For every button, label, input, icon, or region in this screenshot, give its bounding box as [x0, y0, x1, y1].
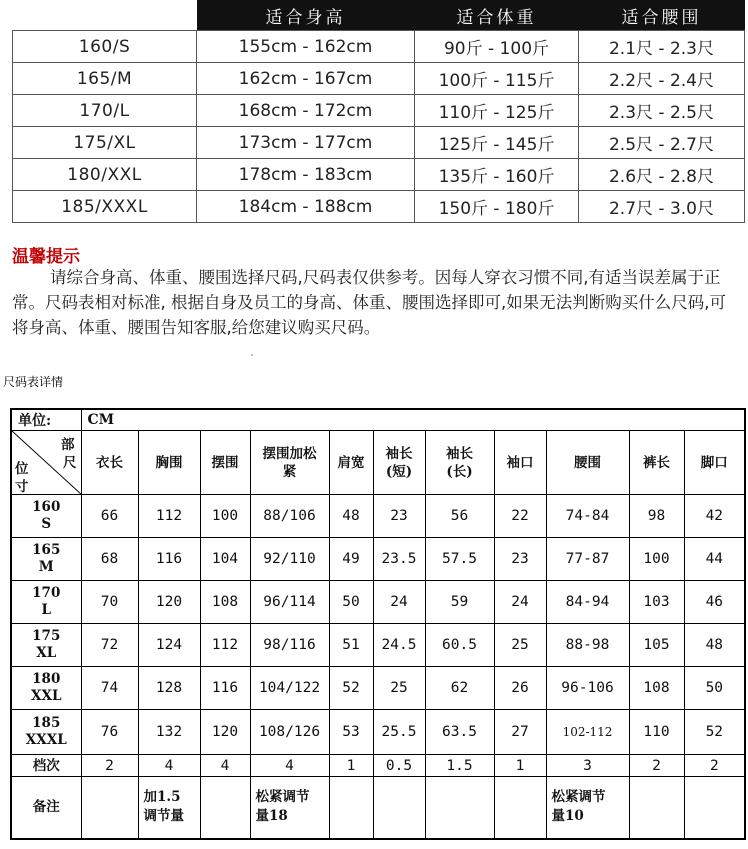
measurement-cell: 25: [373, 667, 425, 710]
measurement-cell: 96-106: [546, 667, 629, 710]
column-header-text: 袖长: [446, 445, 473, 462]
measurement-cell: 74-84: [546, 495, 629, 538]
column-header: [494, 431, 546, 495]
height-range: 155cm - 162cm: [197, 31, 415, 63]
size-label: [11, 495, 81, 538]
measurement-cell: 84-94: [546, 581, 629, 624]
header-waist: 适合腰围: [579, 0, 745, 31]
size-number: 170: [32, 585, 61, 601]
measurement-cell: 112: [138, 495, 200, 538]
measurement-cell: 74: [81, 667, 138, 710]
column-header: [629, 431, 684, 495]
measurement-cell: 102-112: [546, 710, 629, 755]
size-row: [11, 495, 745, 538]
measurement-cell: 62: [425, 667, 494, 710]
size-guide-row: [13, 31, 745, 63]
waist-range: 2.6尺 - 2.8尺: [579, 159, 745, 191]
measurement-cell: 70: [81, 581, 138, 624]
corner-wei: 位: [15, 461, 29, 477]
grade-cell: 1: [329, 755, 373, 777]
remark-row: [11, 777, 745, 839]
size-guide-corner: [13, 0, 197, 31]
column-header-text: 袖口: [506, 454, 534, 471]
grade-cell: 2: [684, 755, 745, 777]
size-number: 180: [32, 671, 61, 687]
measurement-cell: 57.5: [425, 538, 494, 581]
column-header: [425, 431, 494, 495]
measurement-cell: 112: [200, 624, 250, 667]
remark-text: 加1.5: [143, 789, 181, 806]
size-detail-table: [10, 408, 746, 840]
remark-cell: [684, 777, 745, 839]
size-label: 185/XXXL: [13, 191, 197, 223]
header-height: 适合身高: [197, 0, 415, 31]
column-header-text: 裤长: [643, 454, 670, 471]
size-code: XL: [36, 645, 57, 661]
remark-label: 备注: [11, 777, 81, 839]
measurement-cell: 104/122: [250, 667, 329, 710]
measurement-cell: 105: [629, 624, 684, 667]
height-range: 173cm - 177cm: [197, 127, 415, 159]
measurement-cell: 46: [684, 581, 745, 624]
column-header: [329, 431, 373, 495]
height-range: 178cm - 183cm: [197, 159, 415, 191]
waist-range: 2.1尺 - 2.3尺: [579, 31, 745, 63]
measurement-cell: 108/126: [250, 710, 329, 755]
measurement-cell: 63.5: [425, 710, 494, 755]
size-code: XXL: [31, 688, 62, 704]
height-range: 184cm - 188cm: [197, 191, 415, 223]
remark-cell: [81, 777, 138, 839]
size-label: [11, 581, 81, 624]
remark-cell: [546, 777, 629, 839]
measurement-cell: 88-98: [546, 624, 629, 667]
measurement-cell: 116: [138, 538, 200, 581]
grade-cell: 1.5: [425, 755, 494, 777]
remark-cell: [200, 777, 250, 839]
weight-range: 100斤 - 115斤: [415, 63, 579, 95]
size-label: [11, 710, 81, 755]
remark-cell: [494, 777, 546, 839]
measurement-cell: 100: [200, 495, 250, 538]
unit-row: [11, 409, 745, 431]
size-guide-row: [13, 159, 745, 191]
measurement-cell: 68: [81, 538, 138, 581]
divider-dot: [251, 354, 253, 356]
size-row: [11, 581, 745, 624]
measurement-cell: 128: [138, 667, 200, 710]
waist-range: 2.5尺 - 2.7尺: [579, 127, 745, 159]
remark-text: 调节量: [143, 808, 184, 825]
header-weight: 适合体重: [415, 0, 579, 31]
tips-body: [12, 265, 740, 340]
column-header-text: 腰围: [574, 454, 601, 471]
column-header-text: 紧: [282, 463, 297, 480]
measurement-cell: 108: [629, 667, 684, 710]
size-row: [11, 624, 745, 667]
size-number: 165: [32, 542, 61, 558]
size-label: [11, 624, 81, 667]
column-header-text: 衣长: [96, 454, 123, 471]
size-code: S: [41, 516, 52, 532]
corner-cun: 寸: [15, 479, 29, 495]
measurement-cell: 116: [200, 667, 250, 710]
measurement-cell: 72: [81, 624, 138, 667]
unit-value: CM: [81, 409, 745, 431]
size-guide-row: [13, 191, 745, 223]
waist-range: 2.3尺 - 2.5尺: [579, 95, 745, 127]
measurement-cell: 100: [629, 538, 684, 581]
remark-cell: [425, 777, 494, 839]
measurement-cell: 98/116: [250, 624, 329, 667]
size-number: 160: [32, 499, 61, 515]
grade-cell: 2: [629, 755, 684, 777]
remark-text: 量18: [255, 808, 288, 825]
measurement-cell: 53: [329, 710, 373, 755]
measurement-cell: 52: [329, 667, 373, 710]
measurement-cell: 66: [81, 495, 138, 538]
column-header: [546, 431, 629, 495]
measurement-cell: 96/114: [250, 581, 329, 624]
height-range: 162cm - 167cm: [197, 63, 415, 95]
measurement-cell: 49: [329, 538, 373, 581]
measurement-cell: 104: [200, 538, 250, 581]
column-header-text: (短): [385, 463, 413, 480]
column-header-text: (长): [446, 463, 473, 480]
size-guide-row: [13, 95, 745, 127]
grade-cell: 1: [494, 755, 546, 777]
size-guide-row: [13, 127, 745, 159]
grade-cell: 4: [138, 755, 200, 777]
corner-chi: 尺: [63, 455, 77, 471]
remark-cell: [250, 777, 329, 839]
measurement-cell: 59: [425, 581, 494, 624]
measurement-cell: 88/106: [250, 495, 329, 538]
size-label: [11, 667, 81, 710]
measurement-cell: 48: [329, 495, 373, 538]
measurement-cell: 120: [200, 710, 250, 755]
measurement-cell: 24: [373, 581, 425, 624]
size-code: L: [41, 602, 51, 618]
measurement-cell: 25.5: [373, 710, 425, 755]
column-header: [138, 431, 200, 495]
measurement-cell: 92/110: [250, 538, 329, 581]
measurement-cell: 50: [329, 581, 373, 624]
size-label: 180/XXL: [13, 159, 197, 191]
column-header: [373, 431, 425, 495]
column-header: [81, 431, 138, 495]
measurement-cell: 42: [684, 495, 745, 538]
measurement-cell: 56: [425, 495, 494, 538]
measurement-cell: 22: [494, 495, 546, 538]
grade-cell: 2: [81, 755, 138, 777]
measurement-cell: 50: [684, 667, 745, 710]
measurement-cell: 23: [494, 538, 546, 581]
column-header-text: 胸围: [155, 454, 183, 471]
size-number: 175: [32, 628, 61, 644]
size-row: [11, 710, 745, 755]
measurement-cell: 23.5: [373, 538, 425, 581]
remark-text: 松紧调节: [255, 789, 310, 806]
column-header-text: 脚口: [700, 454, 728, 471]
detail-heading: 尺码表详情: [3, 375, 64, 389]
measurement-cell: 48: [684, 624, 745, 667]
measurement-cell: 98: [629, 495, 684, 538]
column-header-text: 袖长: [385, 445, 413, 462]
remark-cell: [373, 777, 425, 839]
size-guide-row: [13, 63, 745, 95]
remark-text: 松紧调节: [551, 789, 606, 806]
weight-range: 135斤 - 160斤: [415, 159, 579, 191]
waist-range: 2.2尺 - 2.4尺: [579, 63, 745, 95]
remark-cell: [138, 777, 200, 839]
remark-text: 量10: [551, 808, 584, 825]
weight-range: 125斤 - 145斤: [415, 127, 579, 159]
size-guide-header-row: [13, 0, 745, 31]
grade-cell: 3: [546, 755, 629, 777]
measurement-cell: 103: [629, 581, 684, 624]
tips-text: 请综合身高、体重、腰围选择尺码,尺码表仅供参考。因每人穿衣习惯不同,有适当误差属于正常。尺码表相对标准, 根据自身及员工的身高、体重、腰围选择即可,如果无法判断购买什么尺码,可将身高、体重、腰围告知客服,给您建议购买尺码。: [12, 268, 726, 337]
column-header-text: 摆围: [211, 454, 239, 471]
measurement-cell: 124: [138, 624, 200, 667]
weight-range: 110斤 - 125斤: [415, 95, 579, 127]
size-number: 185: [32, 715, 61, 731]
column-header: [200, 431, 250, 495]
size-guide-table: [12, 0, 745, 223]
measurement-cell: 120: [138, 581, 200, 624]
measurement-cell: 60.5: [425, 624, 494, 667]
weight-range: 90斤 - 100斤: [415, 31, 579, 63]
size-code: XXXL: [25, 732, 67, 748]
column-header-text: 肩宽: [337, 454, 365, 471]
remark-cell: [329, 777, 373, 839]
measurement-cell: 110: [629, 710, 684, 755]
weight-range: 150斤 - 180斤: [415, 191, 579, 223]
corner-cell: [11, 431, 81, 495]
measurement-cell: 26: [494, 667, 546, 710]
remark-cell: [629, 777, 684, 839]
column-header-text: 摆围加松: [262, 445, 317, 462]
measurement-cell: 27: [494, 710, 546, 755]
size-label: [11, 538, 81, 581]
measurement-cell: 51: [329, 624, 373, 667]
grade-row: [11, 755, 745, 777]
measurement-cell: 25: [494, 624, 546, 667]
column-header-row: [11, 431, 745, 495]
measurement-cell: 24.5: [373, 624, 425, 667]
grade-cell: 4: [200, 755, 250, 777]
size-row: [11, 667, 745, 710]
column-header: [250, 431, 329, 495]
size-row: [11, 538, 745, 581]
grade-cell: 0.5: [373, 755, 425, 777]
measurement-cell: 52: [684, 710, 745, 755]
measurement-cell: 24: [494, 581, 546, 624]
measurement-cell: 76: [81, 710, 138, 755]
height-range: 168cm - 172cm: [197, 95, 415, 127]
size-label: 165/M: [13, 63, 197, 95]
size-label: 160/S: [13, 31, 197, 63]
measurement-cell: 108: [200, 581, 250, 624]
measurement-cell: 77-87: [546, 538, 629, 581]
grade-cell: 4: [250, 755, 329, 777]
tips-title: 温馨提示: [12, 247, 80, 267]
waist-range: 2.7尺 - 3.0尺: [579, 191, 745, 223]
corner-part: 部: [61, 437, 75, 453]
measurement-cell: 132: [138, 710, 200, 755]
size-label: 175/XL: [13, 127, 197, 159]
size-code: M: [38, 559, 54, 575]
unit-label: 单位:: [11, 409, 81, 431]
grade-label: 档次: [11, 755, 81, 777]
column-header: [684, 431, 745, 495]
size-label: 170/L: [13, 95, 197, 127]
measurement-cell: 23: [373, 495, 425, 538]
measurement-cell: 44: [684, 538, 745, 581]
